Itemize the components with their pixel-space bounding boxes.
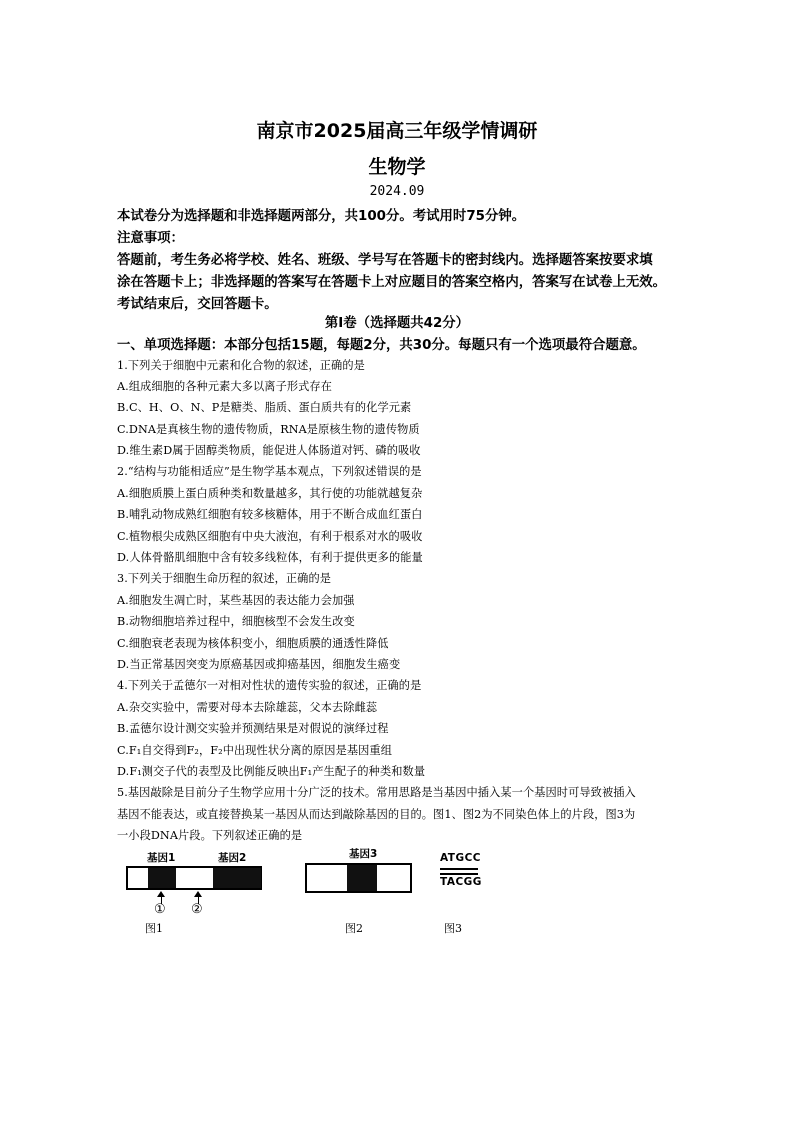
figure-1-caption: 图1 — [145, 922, 163, 935]
question-1-option-c: C.DNA是真核生物的遗传物质，RNA是原核生物的遗传物质 — [117, 423, 420, 436]
gene-3-label: 基因3 — [349, 848, 378, 860]
site-1-marker: ① — [154, 902, 166, 917]
dna-bottom-line — [440, 873, 478, 875]
question-4-option-b: B.孟德尔设计测交实验并预测结果是对假说的演绎过程 — [117, 722, 389, 735]
question-2-stem: 2.“结构与功能相适应”是生物学基本观点，下列叙述错误的是 — [117, 465, 422, 478]
dna-top-strand: ATGCC — [440, 852, 482, 864]
dna-top-line — [440, 868, 478, 870]
question-1-option-d: D.维生素D属于固醇类物质，能促进人体肠道对钙、磷的吸收 — [117, 444, 421, 457]
question-4-option-c: C.F₁自交得到F₂，F₂中出现性状分离的原因是基因重组 — [117, 744, 393, 757]
question-3-option-d: D.当正常基因突变为原癌基因或抑癌基因，细胞发生癌变 — [117, 658, 401, 671]
dna-bottom-strand: TACGG — [440, 876, 482, 888]
gene-3-block — [347, 865, 377, 891]
gene-2-block — [213, 868, 261, 888]
question-1-option-b: B.C、H、O、N、P是糖类、脂质、蛋白质共有的化学元素 — [117, 401, 412, 414]
question-4-option-a: A.杂交实验中，需要对母本去除雄蕊，父本去除雌蕊 — [117, 701, 378, 714]
question-2-option-a: A.细胞质膜上蛋白质种类和数量越多，其行使的功能就越复杂 — [117, 487, 423, 500]
section-title: 第Ⅰ卷（选择题共42分） — [324, 316, 470, 331]
gene-2-label: 基因2 — [218, 852, 247, 864]
exam-date: 2024.09 — [369, 184, 425, 199]
question-4-stem: 4.下列关于孟德尔一对相对性状的遗传实验的叙述，正确的是 — [117, 679, 422, 692]
part1-instructions: 一、单项选择题：本部分包括15题，每题2分，共30分。每题只有一个选项最符合题意。 — [117, 338, 646, 353]
figure-2-caption: 图2 — [345, 922, 363, 935]
question-3-stem: 3.下列关于细胞生命历程的叙述，正确的是 — [117, 572, 332, 585]
exam-title: 南京市2025届高三年级学情调研 — [256, 120, 538, 142]
question-2-option-d: D.人体骨骼肌细胞中含有较多线粒体，有利于提供更多的能量 — [117, 551, 423, 564]
question-3-option-b: B.动物细胞培养过程中，细胞核型不会发生改变 — [117, 615, 355, 628]
notes-line-3: 考试结束后，交回答题卡。 — [117, 297, 278, 312]
gene-1-label: 基因1 — [147, 852, 176, 864]
exam-intro: 本试卷分为选择题和非选择题两部分，共100分。考试用时75分钟。 — [117, 209, 526, 224]
notes-line-2: 涂在答题卡上；非选择题的答案写在答题卡上对应题目的答案空格内，答案写在试卷上无效。 — [117, 275, 667, 290]
question-2-option-b: B.哺乳动物成熟红细胞有较多核糖体，用于不断合成血红蛋白 — [117, 508, 423, 521]
gene-1-block — [148, 868, 176, 888]
question-3-option-a: A.细胞发生凋亡时，某些基因的表达能力会加强 — [117, 594, 355, 607]
subject-title: 生物学 — [368, 156, 426, 178]
question-2-option-c: C.植物根尖成熟区细胞有中央大液泡，有利于根系对水的吸收 — [117, 530, 423, 543]
question-5-stem-line-2: 基因不能表达，或直接替换某一基因从而达到敲除基因的目的。图1、图2为不同染色体上的片段，图3为 — [117, 808, 636, 821]
question-3-option-c: C.细胞衰老表现为核体积变小，细胞质膜的通透性降低 — [117, 637, 389, 650]
question-5-stem-line-1: 5.基因敲除是目前分子生物学应用十分广泛的技术。常用思路是当基因中插入某一个基因时可导致被插入 — [117, 786, 636, 799]
question-1-stem: 1.下列关于细胞中元素和化合物的叙述，正确的是 — [117, 359, 365, 372]
question-5-stem-line-3: 一小段DNA片段。下列叙述正确的是 — [117, 829, 303, 842]
figure-3-caption: 图3 — [444, 922, 462, 935]
question-4-option-d: D.F₁测交子代的表型及比例能反映出F₁产生配子的种类和数量 — [117, 765, 426, 778]
notes-line-1: 答题前，考生务必将学校、姓名、班级、学号写在答题卡的密封线内。选择题答案按要求填 — [117, 253, 653, 268]
site-2-marker: ② — [191, 902, 203, 917]
notes-heading: 注意事项： — [117, 231, 184, 246]
question-1-option-a: A.组成细胞的各种元素大多以离子形式存在 — [117, 380, 333, 393]
